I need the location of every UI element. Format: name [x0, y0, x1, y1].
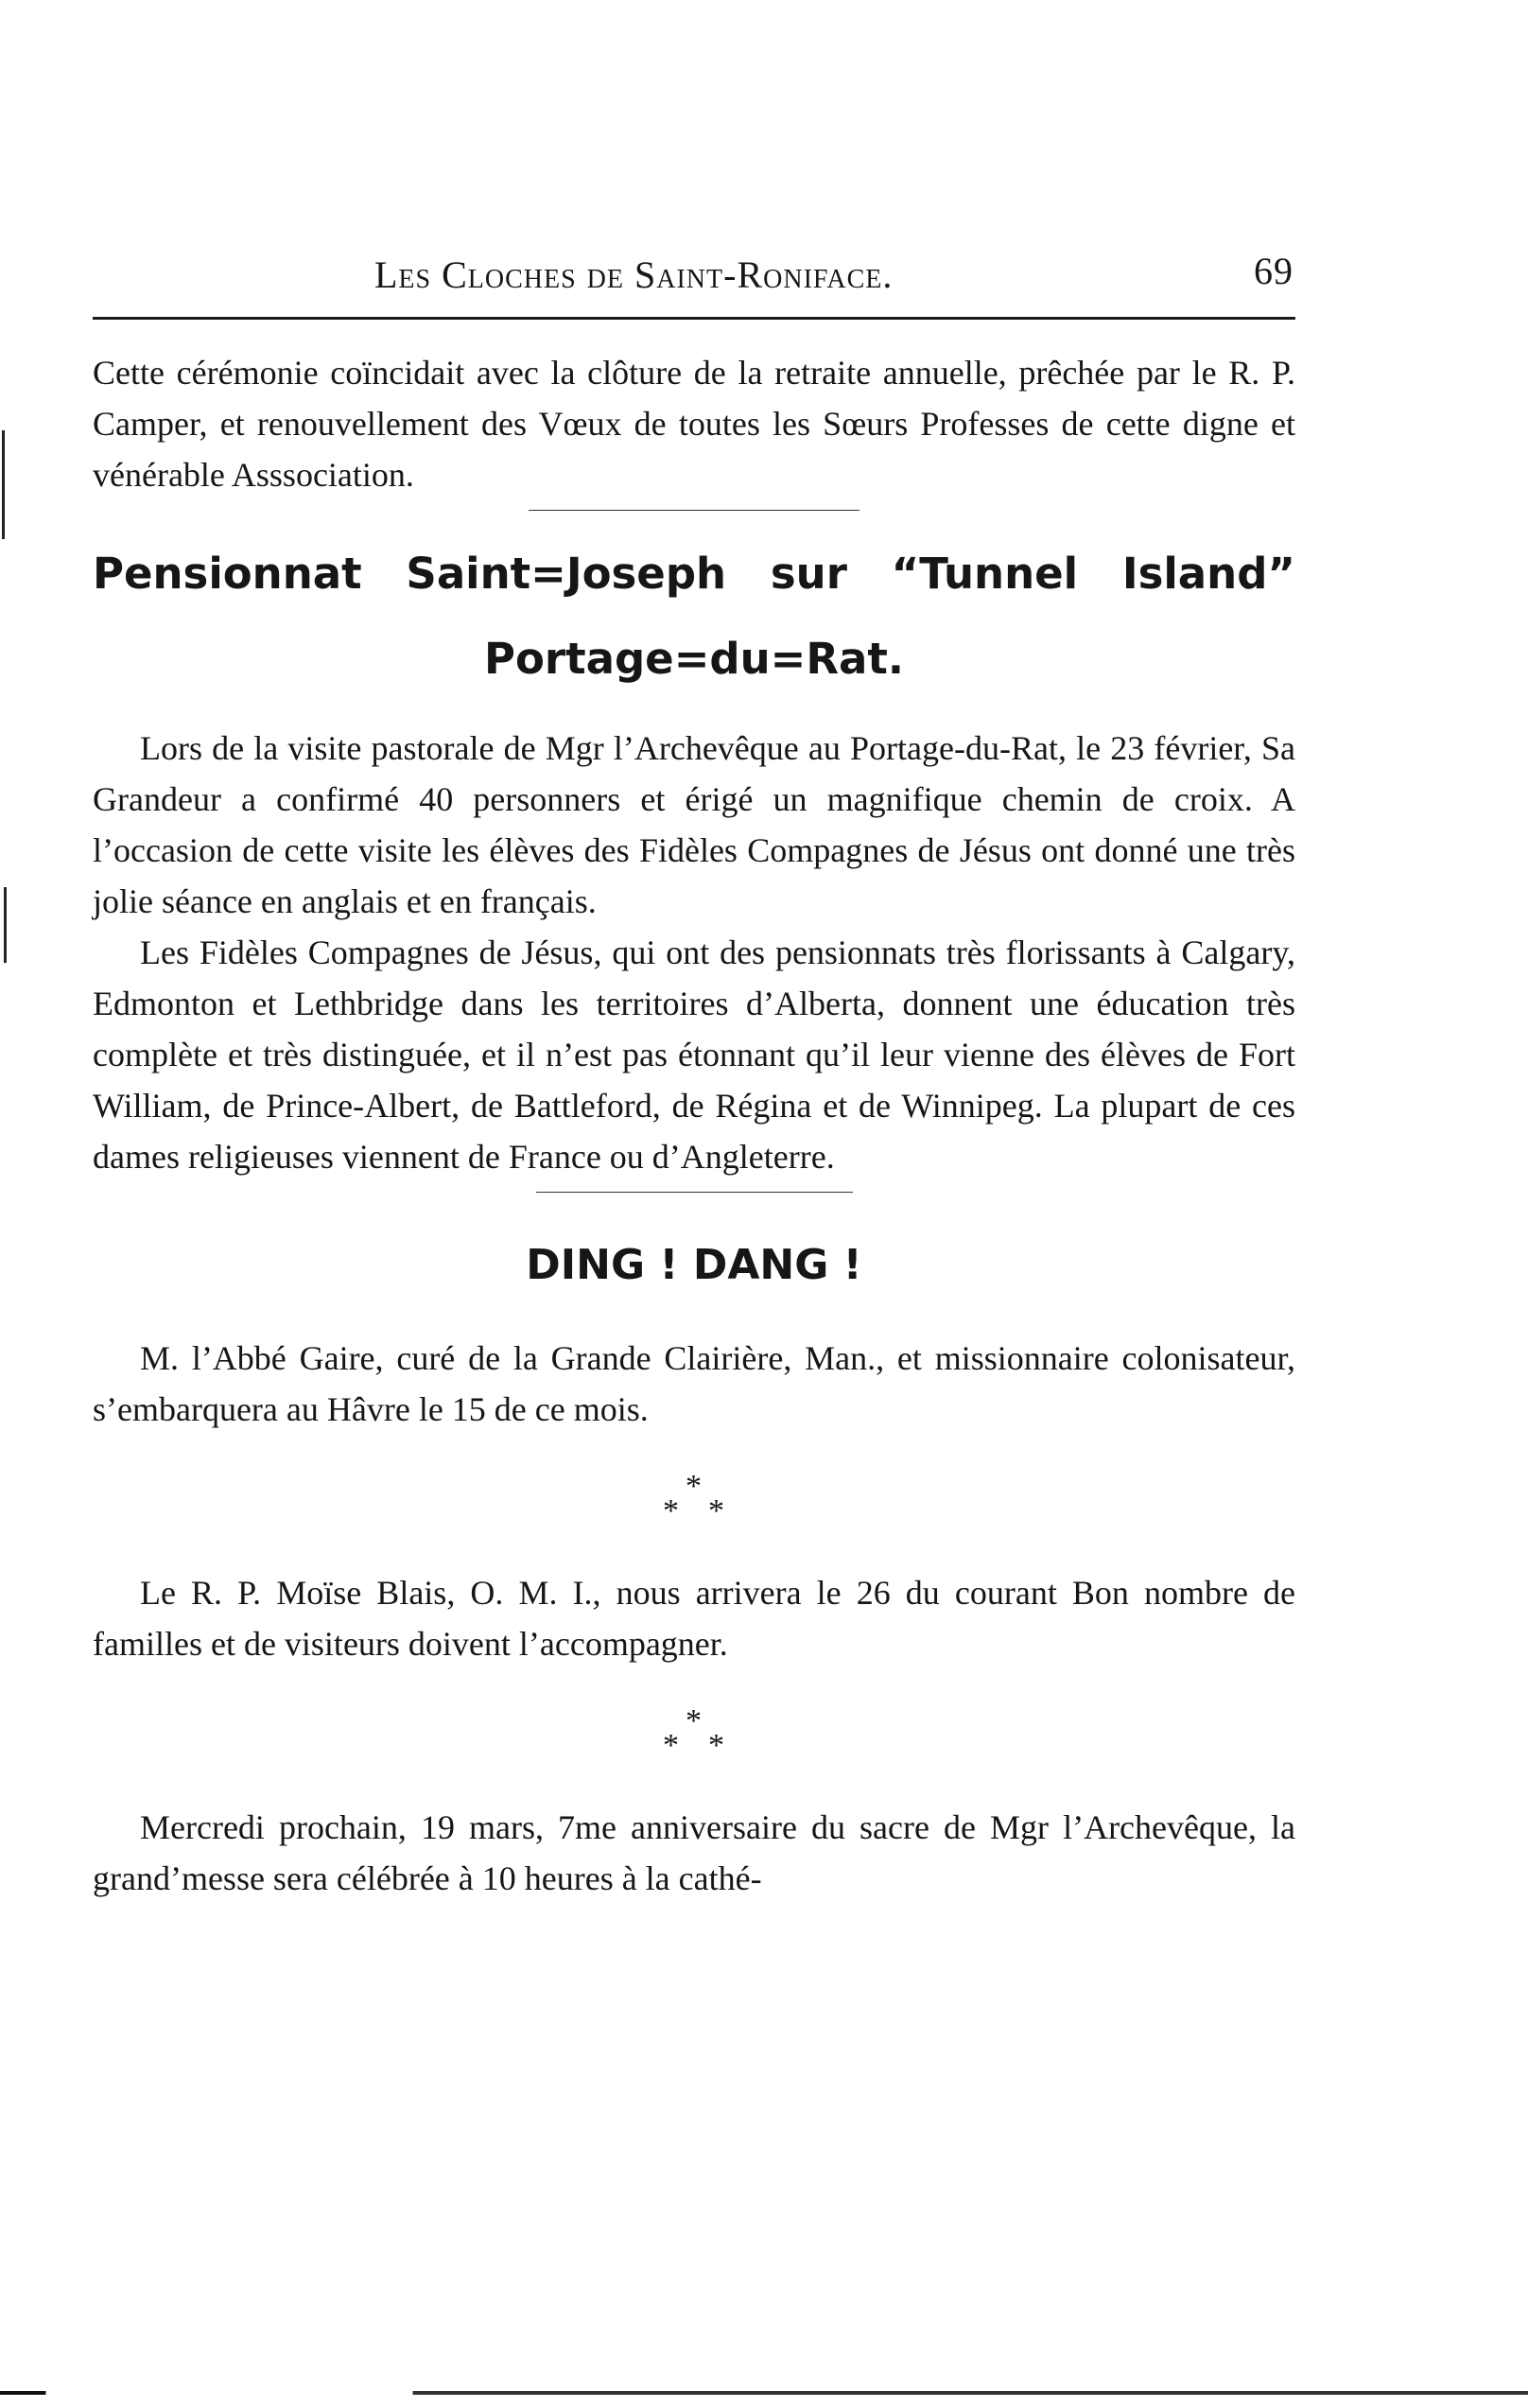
asterism — [651, 1467, 737, 1533]
paragraph-fideles-compagnes: Les Fidèles Compagnes de Jésus, qui ont des pensionnats très florissants à Calgary, Edmonton et Lethbridge dans les territoires d’Alberta, donnent une éducation très complète et très distinguée, et il n’est pas étonnant qu’il leur vienne des élèves de Fort William, de Prince-Albert, de Battleford, de Régina et de Winnipeg. La plupart de ces dames religieuses viennent de France ou d’Angleterre. — [93, 934, 1295, 1176]
asterisk: * — [708, 1493, 724, 1528]
paragraph-ceremony: Cette cérémonie coïncidait avec la clôture de la retraite annuelle, prêchée par le R. P. Camper, et renouvellement des Vœux de toutes les Sœurs Professes de cette digne et vénérable Asssociation. — [93, 354, 1295, 494]
paragraph-abbe-gaire: M. l’Abbé Gaire, curé de la Grande Clairière, Man., et missionnaire colonisateur, s’embarquera au Hâvre le 15 de ce mois. — [93, 1339, 1295, 1428]
asterisk: * — [663, 1728, 679, 1763]
asterisk: * — [708, 1728, 724, 1763]
asterisk: * — [663, 1493, 679, 1528]
asterism — [651, 1701, 737, 1768]
header-rule — [93, 317, 1295, 320]
page-number: 69 — [1254, 250, 1294, 292]
running-title: Les Cloches de Saint-Roniface. — [374, 253, 894, 296]
margin-mark — [4, 887, 7, 963]
section-divider — [529, 510, 860, 511]
paragraph-mercredi: Mercredi prochain, 19 mars, 7me anniversaire du sacre de Mgr l’Archevêque, la grand’messe sera célébrée à 10 heures à la cathé- — [93, 1808, 1295, 1897]
asterisk: * — [686, 1703, 702, 1738]
scan-bottom-edge — [0, 2391, 1528, 2395]
paragraph-moise-blais: Le R. P. Moïse Blais, O. M. I., nous arrivera le 26 du courant Bon nombre de familles et de visiteurs doivent l’accompagner. — [93, 1574, 1295, 1663]
asterisk: * — [686, 1469, 702, 1504]
margin-mark — [2, 430, 5, 539]
section-title-pensionnat: Pensionnat Saint=Joseph sur “Tunnel Island” — [93, 549, 1295, 599]
section-title-ding-dang: DING ! DANG ! — [526, 1241, 862, 1289]
paragraph-visite-pastorale: Lors de la visite pastorale de Mgr l’Archevêque au Portage-du-Rat, le 23 février, Sa Grandeur a confirmé 40 personners et érigé un magnifique chemin de croix. A l’occasion de cette visite les élèves des Fidèles Compagnes de Jésus ont donné une très jolie séance en anglais et en français. — [93, 729, 1295, 920]
book-page — [93, 241, 1295, 1897]
section-subtitle-portage: Portage=du=Rat. — [484, 634, 904, 684]
running-head — [93, 241, 1295, 296]
body-text — [93, 347, 1295, 1904]
section-divider — [536, 1192, 853, 1193]
